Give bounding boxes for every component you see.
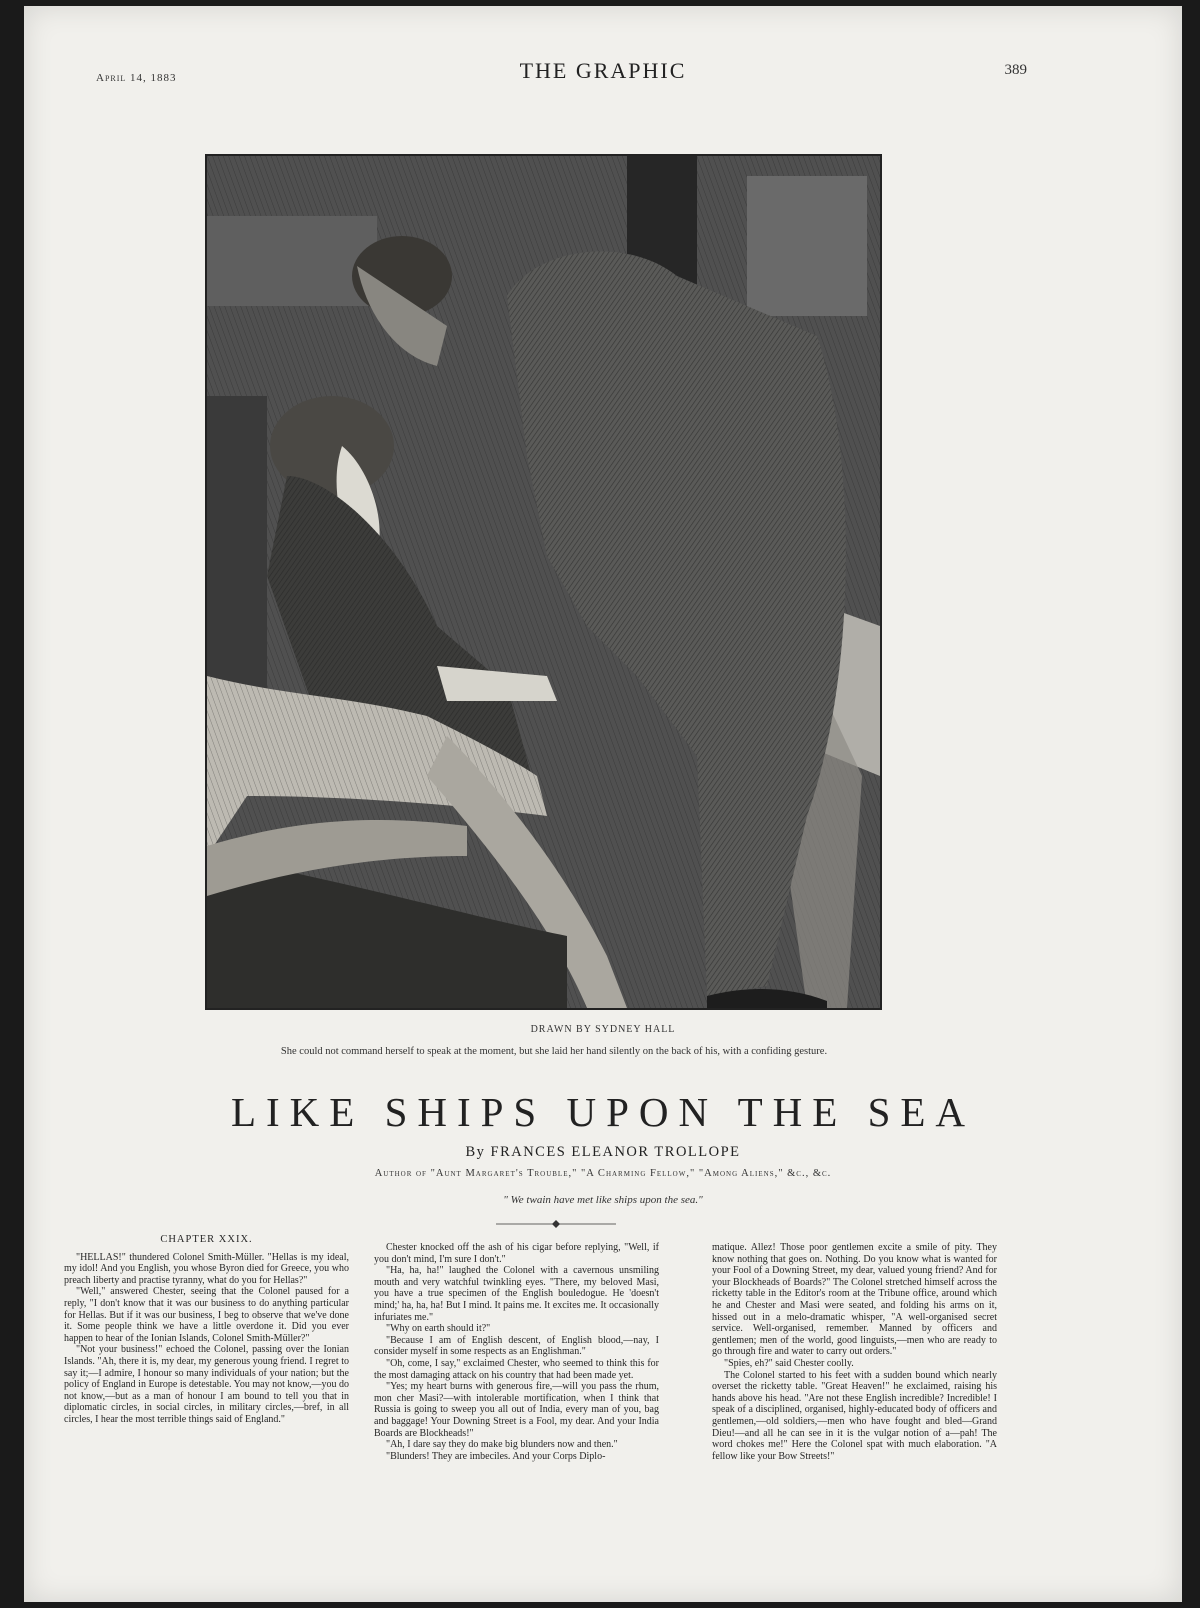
illustration-credit: DRAWN BY SYDNEY HALL bbox=[530, 1024, 676, 1035]
story-byline: By FRANCES ELEANOR TROLLOPE bbox=[465, 1144, 741, 1160]
paragraph: "Well," answered Chester, seeing that the Colonel paused for a reply, "I don't know that it was our business to do anything particular for Hellas. But if it was our business, I beg to observe that we've done it. Some people think we have a little overdone it. Did you ever happen to hear of the Ionian Islands, Colonel Smith-Müller?" bbox=[64, 1286, 349, 1344]
newspaper-page bbox=[24, 6, 1182, 1602]
illustration-caption: She could not command herself to speak at the moment, but she laid her hand silently on the back of his, with a confiding gesture. bbox=[280, 1046, 828, 1057]
paragraph: "Why on earth should it?" bbox=[386, 1323, 491, 1335]
divider-ornament bbox=[496, 1219, 616, 1229]
paragraph: "Spies, eh?" said Chester coolly. bbox=[724, 1357, 854, 1369]
text-column-2 bbox=[374, 1242, 659, 1462]
story-title: LIKE SHIPS UPON THE SEA bbox=[230, 1089, 976, 1135]
text-column-1 bbox=[64, 1234, 349, 1426]
paragraph: "Not your business!" echoed the Colonel, passing over the Ionian Islands. "Ah, there it is, my dear, my generous young friend. I regret to say it;—I admire, I honour so many individuals of your nation; but the policy of England in Europe is detestable. You may not know,—you do not know,—but as a man of honour I am bound to tell you that in diplomatic circles, in social circles, in military circles,—bref, in all circles, I hear the most terrible things said of England." bbox=[64, 1344, 349, 1425]
chapter-heading: CHAPTER XXIX. bbox=[160, 1234, 253, 1245]
paragraph: "Blunders! They are imbeciles. And your Corps Diplo- bbox=[386, 1450, 606, 1462]
paragraph: "HELLAS!" thundered Colonel Smith-Müller. "Hellas is my ideal, my idol! And you English, you whose Byron died for Greece, you who preach liberty and practise tyranny, what do you for Hellas?" bbox=[64, 1251, 349, 1286]
paragraph: matique. Allez! Those poor gentlemen excite a smile of pity. They know nothing that goes on. Nothing. Do you know what is wanted for your Fool of a Downing Street, my dear, valued young friend? And for your Blockheads of Boards?" The Colonel stretched himself across the ricketty table in the Editor's room at the Tribune office, around which he and Chester and Masi were seated, and folding his arms on it, hissed out in a melo-dramatic whisper, "A well-organised secret service. Well-organised, remember. Manned by officers and gentlemen; men of the world, good linguists,—men who are ready to go through fire and water to carry out orders." bbox=[712, 1242, 997, 1358]
paragraph: "Because I am of English descent, of English blood,—nay, I consider myself in some respects as an Englishman." bbox=[374, 1334, 659, 1358]
publication-title: THE GRAPHIC bbox=[519, 58, 687, 83]
paragraph: "Ah, I dare say they do make big blunders now and then." bbox=[386, 1439, 618, 1451]
paragraph: Chester knocked off the ash of his cigar before replying, "Well, if you don't mind, I'm sure I don't." bbox=[374, 1242, 659, 1265]
engraving-illustration bbox=[205, 154, 882, 1010]
text-column-3 bbox=[712, 1242, 997, 1462]
engraving-image bbox=[207, 156, 880, 1008]
author-credits: Author of "Aunt Margaret's Trouble," "A Charming Fellow," "Among Aliens," &c., &c. bbox=[374, 1168, 832, 1179]
paragraph: "Yes; my heart burns with generous fire,—will you pass the rhum, mon cher Masi?—with intolerable mortification, when I think that Russia is going to sweep you all out of India, every man of you, bag and baggage! Your Downing Street is a Fool, my dear. And your India Boards are Blockheads!" bbox=[374, 1381, 659, 1439]
paragraph: The Colonel started to his feet with a sudden bound which nearly overset the ricketty table. "Great Heaven!" he exclaimed, raising his hands above his head. "Are not these English incredible? Incredible! I speak of a disciplined, organised, highly-educated body of officers and gentlemen,—old soldiers,—men who have fought and bled—Grand Dieu!—and all he can see in it is the vulgar notion of a—pah! The word chokes me!" Here the Colonel spat with much elaboration. "A fellow like your Bow Streets!" bbox=[712, 1369, 997, 1462]
issue-date: April 14, 1883 bbox=[96, 72, 177, 84]
page-number: 389 bbox=[1004, 62, 1027, 78]
paragraph: "Oh, come, I say," exclaimed Chester, who seemed to think this for the most damaging attack on his country that had been made yet. bbox=[374, 1357, 659, 1381]
epigraph: " We twain have met like ships upon the sea." bbox=[503, 1194, 703, 1206]
paragraph: "Ha, ha, ha!" laughed the Colonel with a cavernous unsmiling mouth and very watchful twinkling eyes. "There, my beloved Masi, you have a true specimen of the English bouledogue. He 'doesn't mind;' ha, ha, ha! But I mind. It pains me. It excites me. It occasionally infuriates me." bbox=[374, 1265, 659, 1323]
masthead bbox=[24, 58, 1182, 88]
